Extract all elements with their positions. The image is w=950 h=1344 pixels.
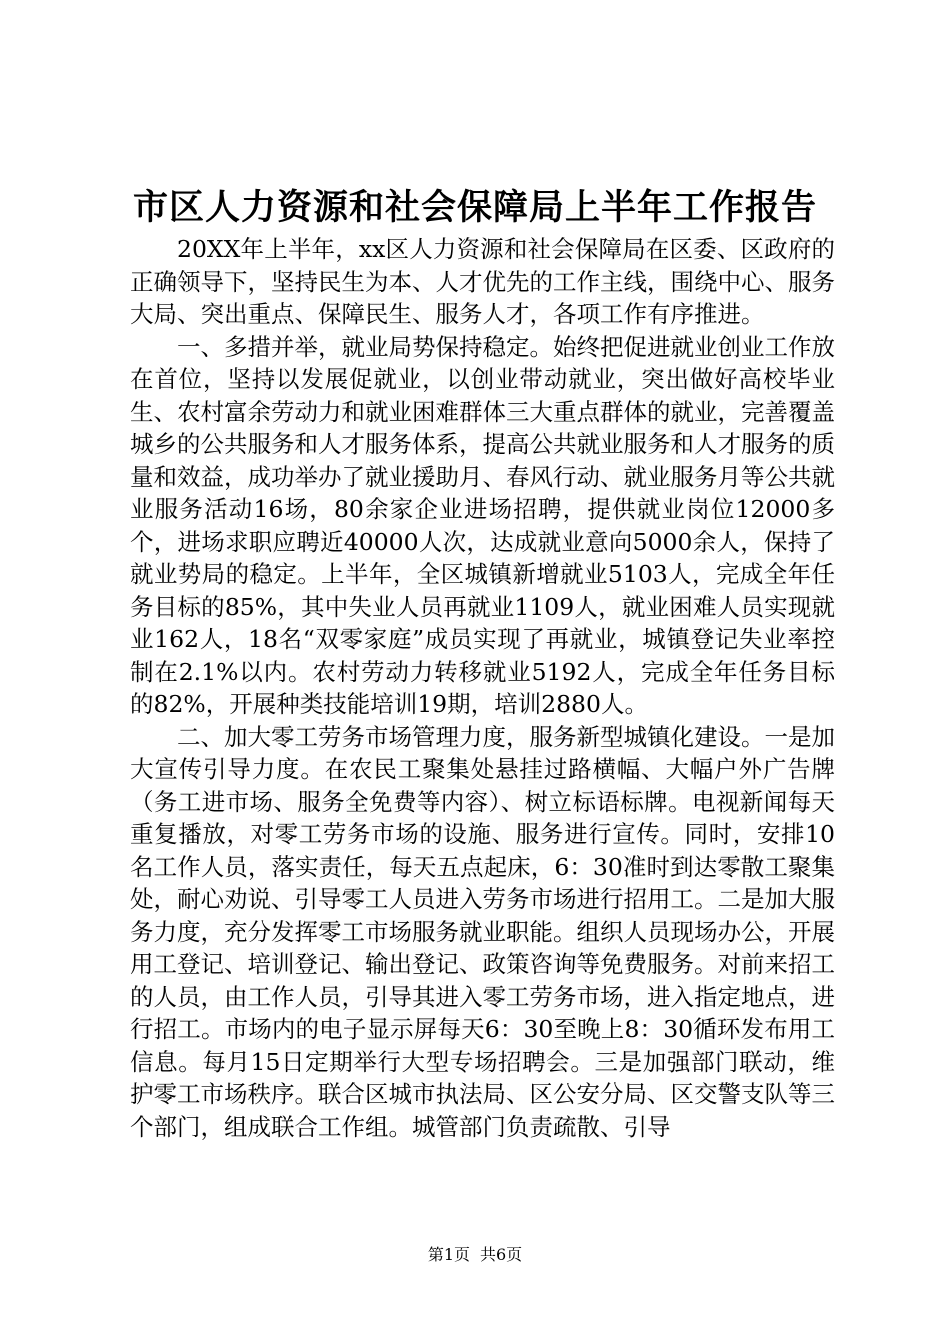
document-title: 市区人力资源和社会保障局上半年工作报告 [132, 187, 817, 228]
document-body [130, 233, 835, 1143]
page-number: 第1页 [427, 1245, 470, 1264]
paragraph-section-two: 二、加大零工劳务市场管理力度，服务新型城镇化建设。一是加大宣传引导力度。在农民工聚集处悬挂过路横幅、大幅户外广告牌（务工进市场、服务全免费等内容）、树立标语标牌。电视新闻每天重复播放，对零工劳务市场的设施、服务进行宣传。同时，安排10名工作人员，落实责任，每天五点起床，6：30准时到达零散工聚集处，耐心劝说、引导零工人员进入劳务市场进行招用工。二是加大服务力度，充分发挥零工市场服务就业职能。组织人员现场办公，开展用工登记、培训登记、输出登记、政策咨询等免费服务。对前来招工的人员，由工作人员，引导其进入零工劳务市场，进入指定地点，进行招工。市场内的电子显示屏每天6：30至晚上8：30循环发布用工信息。每月15日定期举行大型专场招聘会。三是加强部门联动，维护零工市场秩序。联合区城市执法局、区公安分局、区交警支队等三个部门，组成联合工作组。城管部门负责疏散、引导 [130, 722, 835, 1141]
paragraph-section-one: 一、多措并举，就业局势保持稳定。始终把促进就业创业工作放在首位，坚持以发展促就业，以创业带动就业，突出做好高校毕业生、农村富余劳动力和就业困难群体三大重点群体的就业，完善覆盖城乡的公共服务和人才服务体系，提高公共就业服务和人才服务的质量和效益，成功举办了就业援助月、春风行动、就业服务月等公共就业服务活动16场，80余家企业进场招聘，提供就业岗位12000多个，进场求职应聘近40000人次，达成就业意向5000余人，保持了就业势局的稳定。上半年，全区城镇新增就业5103人，完成全年任务目标的85%，其中失业人员再就业1109人，就业困难人员实现就业162人，18名“双零家庭”成员实现了再就业，城镇登记失业率控制在2.1%以内。农村劳动力转移就业5192人，完成全年任务目标的82%，开展种类技能培训19期，培训2880人。 [130, 332, 835, 718]
page-footer [0, 1244, 950, 1266]
paragraph-intro: 20XX年上半年，xx区人力资源和社会保障局在区委、区政府的正确领导下，坚持民生为本、人才优先的工作主线，围绕中心、服务大局、突出重点、保障民生、服务人才，各项工作有序推进。 [130, 235, 835, 328]
page-total: 共6页 [480, 1245, 523, 1264]
